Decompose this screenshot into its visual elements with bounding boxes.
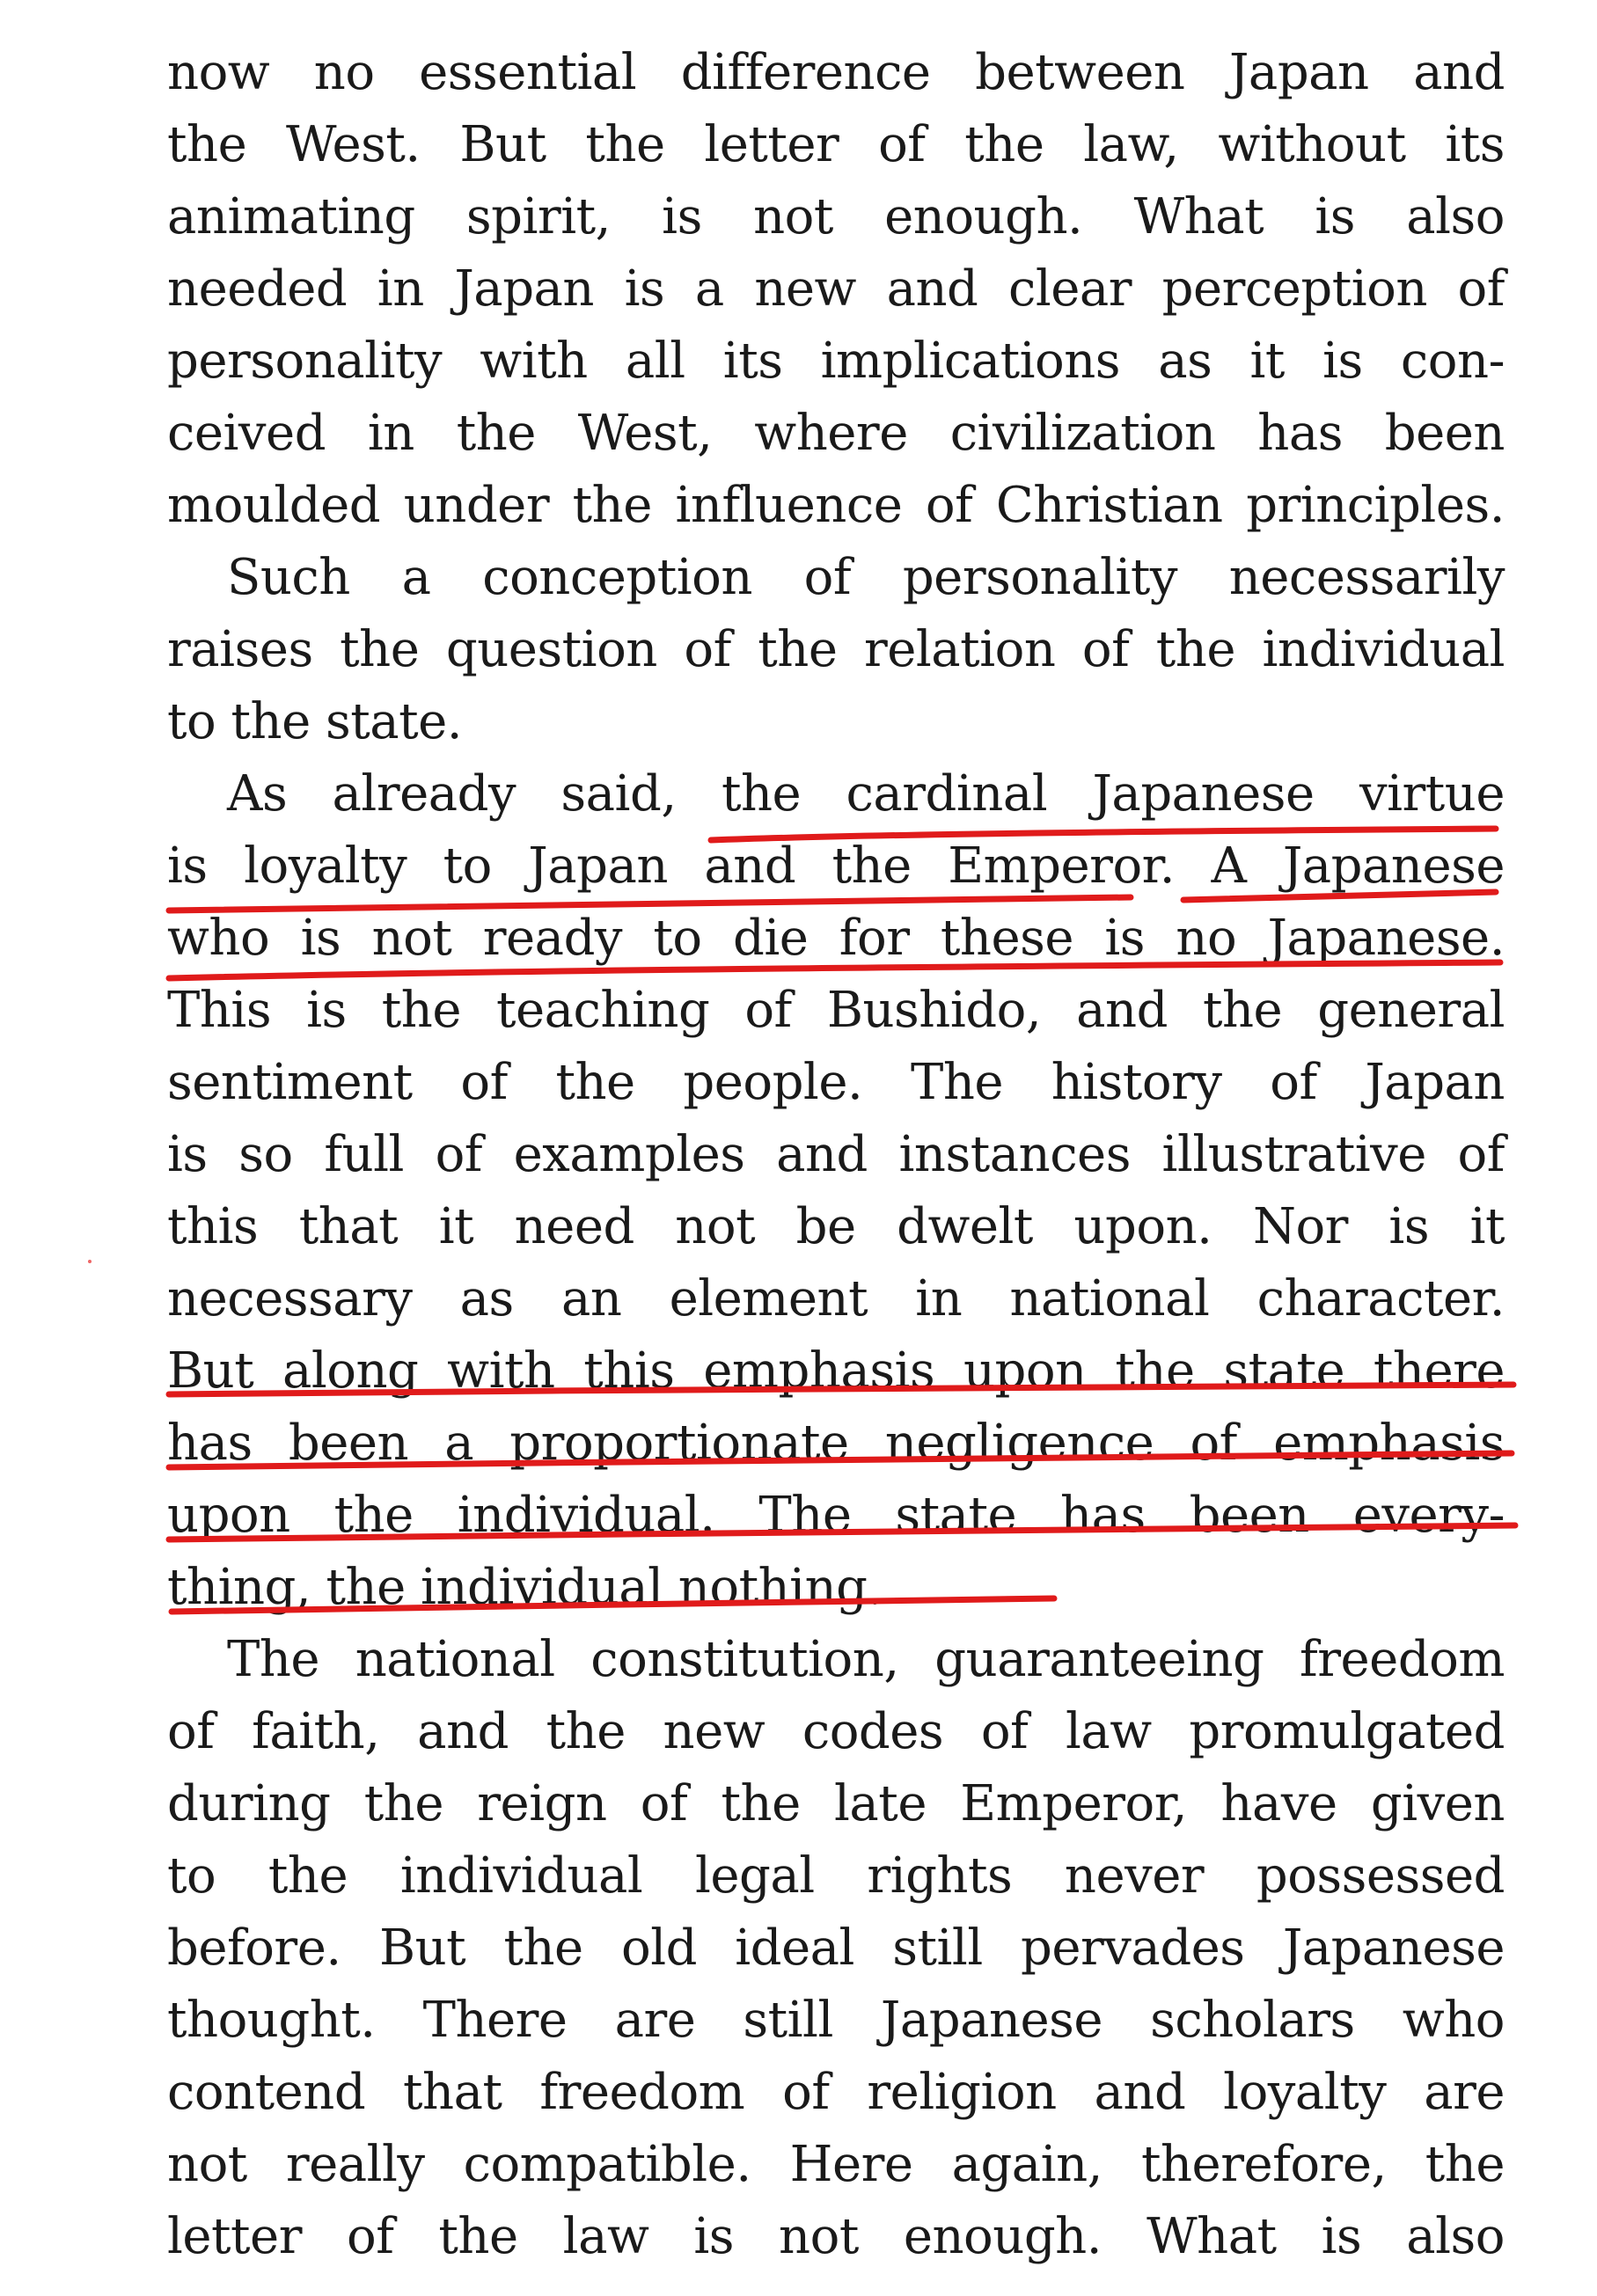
text-line: ceived in the West, where civilization has been (167, 405, 1505, 462)
text-line: raises the question of the relation of the individual (167, 621, 1505, 678)
text-line: has been a proportionate negligence of emphasis (167, 1415, 1505, 1472)
text-line: Such a conception of personality necessarily (227, 549, 1505, 606)
text-line: personality with all its implications as it is con- (167, 333, 1505, 390)
text-line: sentiment of the people. The history of Japan (167, 1054, 1505, 1111)
text-line: during the reign of the late Emperor, have given (167, 1775, 1505, 1832)
text-line: thing, the individual nothing. (167, 1559, 883, 1616)
text-line: this that it need not be dwelt upon. Nor is it (167, 1198, 1505, 1255)
text-line: not really compatible. Here again, therefore, the (167, 2136, 1505, 2193)
text-line: But along with this emphasis upon the state there (167, 1342, 1505, 1400)
text-line: who is not ready to die for these is no Japanese. (167, 910, 1505, 967)
text-line: contend that freedom of religion and loyalty are (167, 2064, 1505, 2121)
text-line: The national constitution, guaranteeing freedom (227, 1631, 1505, 1688)
text-line: upon the individual. The state has been every- (167, 1487, 1505, 1544)
text-line: now no essential difference between Japan and (167, 44, 1505, 101)
text-line: This is the teaching of Bushido, and the general (167, 982, 1505, 1039)
text-line: of faith, and the new codes of law promulgated (167, 1703, 1505, 1760)
text-line: animating spirit, is not enough. What is also (167, 188, 1505, 245)
text-line: As already said, the cardinal Japanese virtue (227, 765, 1505, 823)
text-line: to the state. (167, 693, 463, 750)
text-line: letter of the law is not enough. What is also (167, 2208, 1505, 2265)
text-line: is loyalty to Japan and the Emperor. A Japanese (167, 837, 1505, 895)
scan-speck (88, 1260, 92, 1263)
text-line: before. But the old ideal still pervades Japanese (167, 1919, 1505, 1977)
text-line: thought. There are still Japanese scholars who (167, 1992, 1505, 2049)
body-text (167, 37, 1505, 2273)
text-line: the West. But the letter of the law, without its (167, 116, 1505, 173)
text-line: is so full of examples and instances illustrative of (167, 1126, 1505, 1183)
text-line: moulded under the influence of Christian principles. (167, 477, 1505, 534)
text-line: needed in Japan is a new and clear perception of (167, 260, 1505, 318)
text-line: to the individual legal rights never possessed (167, 1847, 1505, 1905)
text-line: necessary as an element in national character. (167, 1270, 1505, 1327)
